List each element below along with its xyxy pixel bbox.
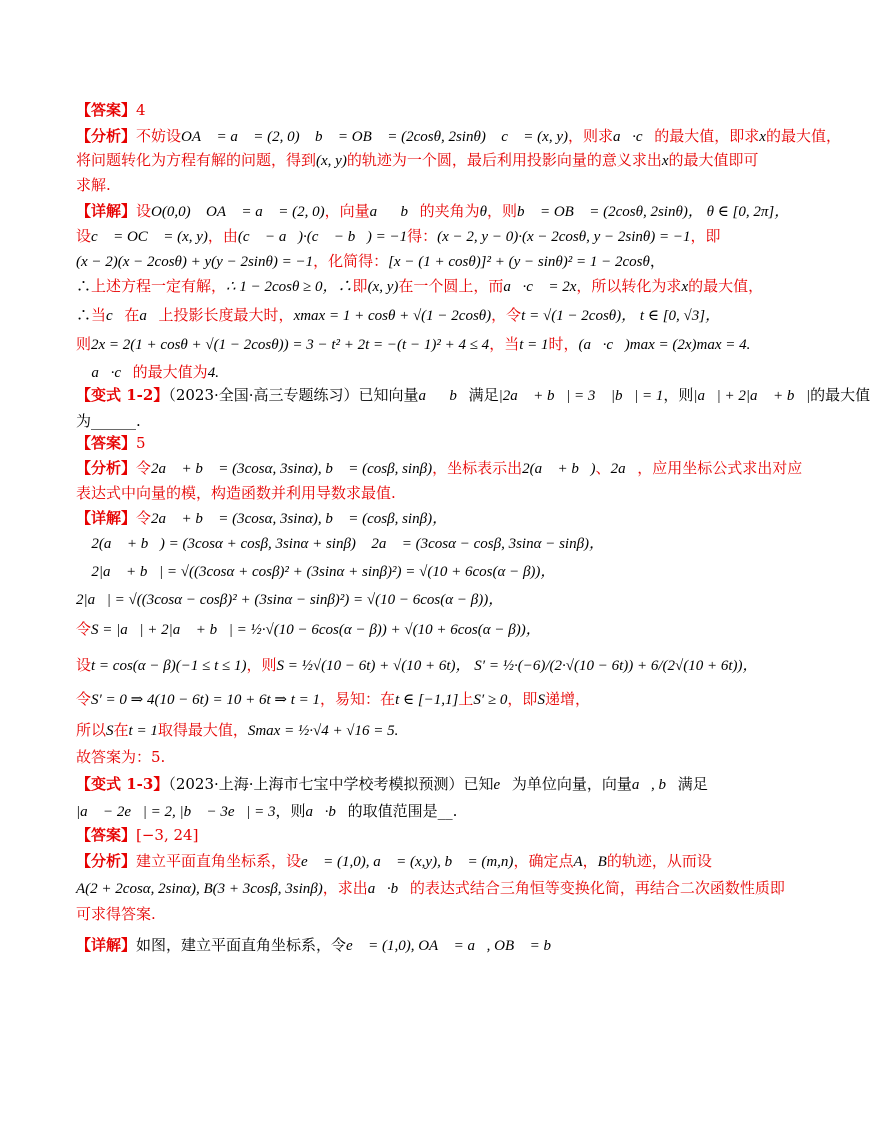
text-span: ，则 bbox=[487, 202, 518, 220]
text-span: ，确定点 bbox=[513, 852, 574, 870]
text-line bbox=[76, 456, 803, 481]
text-span: ∴ bbox=[76, 306, 92, 324]
math-expression: b⃗ = OB⃗ = (2cosθ, 2sinθ)， θ ∈ [0, 2π]， bbox=[517, 204, 790, 220]
text-span: 将问题转化为方程有解的问题，得到 bbox=[76, 151, 317, 169]
text-line bbox=[76, 849, 756, 874]
math-expression: S bbox=[537, 692, 545, 708]
text-span: 满足 bbox=[468, 386, 499, 404]
section-tag: 【答案】 bbox=[76, 826, 137, 844]
text-span: ，即 bbox=[507, 690, 538, 708]
math-expression: ∴ 2(a⃗ + b⃗) = (3cosα + cosβ, 3sinα + sinβ)， 2a⃗ = (3cosα − cosβ, 3sinα − sinβ)， bbox=[76, 536, 605, 552]
math-expression: 2x = 2(1 + cosθ + √(1 − 2cosθ)) = 3 − t² + 2t = −(t − 1)² + 4 ≤ 4 bbox=[91, 337, 490, 353]
section-tag: 【答案】 bbox=[76, 101, 137, 119]
text-line bbox=[76, 98, 756, 122]
math-expression: 2a⃗ + b⃗ = (3cosα, 3sinα), b⃗ = (cosβ, sinβ) bbox=[151, 461, 433, 477]
text-span: 在一个圆上，而 bbox=[398, 277, 504, 295]
text-span: 的最大值 bbox=[810, 386, 870, 404]
text-line bbox=[76, 124, 841, 149]
math-expression: xmax = 1 + cosθ + √(1 − 2cosθ) bbox=[293, 308, 492, 324]
text-span: 设 bbox=[76, 227, 92, 245]
text-span: 的最大值， bbox=[765, 127, 841, 145]
section-tag: 【变式 1-2】 bbox=[76, 386, 169, 404]
text-span: ，则求 bbox=[567, 127, 613, 145]
math-expression: a⃗，b⃗ bbox=[369, 204, 420, 220]
math-expression: [x − (1 + cosθ)]² + (y − sinθ)² = 1 − 2cosθ bbox=[388, 254, 650, 270]
text-line bbox=[76, 303, 756, 328]
text-span: 的最大值， bbox=[688, 277, 764, 295]
text-span: ∴ bbox=[76, 277, 92, 295]
text-line bbox=[76, 431, 756, 455]
math-expression: S = |a⃗| + 2|a⃗ + b⃗| = ½·√(10 − 6cos(α − β)) + √(10 + 6cos(α − β))， bbox=[91, 622, 541, 638]
text-line bbox=[76, 360, 756, 385]
text-span: ，即 bbox=[690, 227, 721, 245]
text-line bbox=[76, 148, 759, 173]
text-span: 故答案为：5. bbox=[76, 748, 166, 766]
text-span: 设 bbox=[136, 202, 152, 220]
math-expression: Smax = ½·√4 + √16 = 5. bbox=[247, 723, 399, 739]
math-expression: 2|a⃗| = √((3cosα − cosβ)² + (3sinα − sinβ)²) = √(10 − 6cos(α − β))， bbox=[76, 592, 504, 608]
math-expression: (x, y) bbox=[367, 279, 399, 295]
text-span: 得： bbox=[407, 227, 438, 245]
text-line bbox=[76, 772, 756, 797]
math-expression: 2a⃗ + b⃗ = (3cosα, 3sinα), b⃗ = (cosβ, sinβ)， bbox=[151, 511, 448, 527]
text-span: 的最大值即可 bbox=[668, 151, 759, 169]
text-span: 上投影长度最大时， bbox=[158, 306, 294, 324]
text-span: 在 bbox=[113, 721, 129, 739]
text-line bbox=[76, 933, 756, 958]
text-span: 建立平面直角坐标系，设 bbox=[136, 852, 302, 870]
math-expression: (x − 2)(x − 2cosθ) + y(y − 2sinθ) = −1 bbox=[76, 254, 314, 270]
text-span: 、 bbox=[595, 459, 611, 477]
text-span: 设 bbox=[76, 656, 92, 674]
text-span: 则 bbox=[76, 335, 92, 353]
text-line bbox=[76, 274, 764, 299]
text-line bbox=[76, 902, 756, 926]
math-expression: |a⃗ − 2e⃗| = 2, |b⃗ − 3e⃗| = 3 bbox=[76, 804, 276, 820]
text-span: ，当 bbox=[489, 335, 520, 353]
math-expression: A(2 + 2cosα, 2sinα), B(3 + 3cosβ, 3sinβ) bbox=[76, 881, 323, 897]
math-expression: a⃗·c⃗ bbox=[613, 129, 655, 145]
text-line bbox=[76, 876, 785, 901]
text-line bbox=[76, 332, 756, 357]
math-expression: e⃗ = (1,0), OA⃗ = a⃗, OB⃗ = b⃗， bbox=[346, 938, 575, 954]
math-expression: (x − 2, y − 0)·(x − 2cosθ, y − 2sinθ) = −1 bbox=[437, 229, 691, 245]
math-expression: c⃗ = OC⃗ = (x, y) bbox=[91, 229, 208, 245]
math-expression: (c⃗ − a⃗)·(c⃗ − b⃗) = −1 bbox=[237, 229, 408, 245]
text-line bbox=[76, 481, 756, 505]
text-span: （2023·上海·上海市七宝中学校考模拟预测）已知 bbox=[168, 775, 494, 793]
math-expression: t = √(1 − 2cosθ)， t ∈ [0, √3]， bbox=[521, 308, 721, 324]
text-line bbox=[76, 224, 756, 249]
math-expression: c⃗ bbox=[106, 308, 125, 324]
text-span: 令 bbox=[76, 620, 92, 638]
text-span: ，易知：在 bbox=[320, 690, 396, 708]
text-line bbox=[76, 409, 756, 433]
math-expression: OA⃗ = a⃗ = (2, 0)， b⃗ = OB⃗ = (2cosθ, 2sinθ)， c⃗ = (x, y) bbox=[181, 129, 568, 145]
text-line bbox=[76, 799, 756, 824]
text-span: [−3, 24] bbox=[136, 826, 199, 844]
section-tag: 【答案】 bbox=[76, 434, 137, 452]
text-line bbox=[76, 823, 756, 847]
text-line bbox=[76, 506, 756, 531]
math-expression: S bbox=[106, 723, 114, 739]
text-span: ，则 bbox=[275, 802, 306, 820]
text-span: ，则 bbox=[246, 656, 277, 674]
text-span: 当 bbox=[91, 306, 107, 324]
math-expression: S′ = 0 ⇒ 4(10 − 6t) = 10 + 6t ⇒ t = 1 bbox=[91, 692, 321, 708]
text-span: 如图，建立平面直角坐标系，令 bbox=[136, 936, 347, 954]
math-expression: t ∈ [−1,1] bbox=[395, 692, 459, 708]
math-expression: B bbox=[597, 854, 607, 870]
math-expression: |2a⃗ + b⃗| = 3， |b⃗| = 1 bbox=[498, 388, 664, 404]
text-span: ，坐标表示出 bbox=[432, 459, 523, 477]
math-expression: (a⃗·c⃗)max = (2x)max = 4. bbox=[578, 337, 751, 353]
text-span: 时， bbox=[548, 335, 579, 353]
text-span: ，则 bbox=[663, 386, 694, 404]
text-span: 的表达式结合三角恒等变换化简，再结合二次函数性质即 bbox=[409, 879, 785, 897]
text-span: ，化简得： bbox=[313, 252, 389, 270]
text-span: 不妨设 bbox=[136, 127, 182, 145]
text-span: 4 bbox=[136, 101, 146, 119]
text-span: ，由 bbox=[207, 227, 238, 245]
text-line bbox=[76, 718, 756, 743]
text-span: ， bbox=[582, 852, 598, 870]
text-span: 的轨迹为一个圆，最后利用投影向量的意义求出 bbox=[346, 151, 662, 169]
text-span: 的最大值，即求 bbox=[654, 127, 760, 145]
math-expression: e⃗ bbox=[493, 777, 512, 793]
math-expression: x bbox=[759, 129, 766, 145]
text-span: 的最大值为 bbox=[132, 363, 208, 381]
text-span: ，求出 bbox=[322, 879, 368, 897]
text-span: 上 bbox=[458, 690, 474, 708]
text-span: 的轨迹，从而设 bbox=[606, 852, 712, 870]
text-span: 即 bbox=[352, 277, 368, 295]
math-expression: S′ ≥ 0 bbox=[473, 692, 508, 708]
text-span: 令 bbox=[76, 690, 92, 708]
text-line bbox=[76, 653, 756, 678]
text-line bbox=[76, 249, 756, 274]
math-expression: t = cos(α − β)(−1 ≤ t ≤ 1) bbox=[91, 658, 247, 674]
text-span: 满足 bbox=[677, 775, 708, 793]
text-span: 令 bbox=[136, 509, 152, 527]
text-span: 的夹角为 bbox=[419, 202, 480, 220]
math-expression: A bbox=[573, 854, 583, 870]
text-span: ， bbox=[649, 252, 665, 270]
math-expression: ∴ 1 − 2cosθ ≥ 0，∴ bbox=[226, 279, 353, 295]
text-line bbox=[76, 383, 870, 408]
text-span: 上述方程一定有解， bbox=[91, 277, 227, 295]
math-expression: a⃗，b⃗ bbox=[418, 388, 469, 404]
text-line bbox=[76, 687, 756, 712]
text-line bbox=[76, 617, 756, 642]
math-expression: a⃗·b⃗ bbox=[367, 881, 410, 897]
section-tag: 【详解】 bbox=[76, 936, 137, 954]
math-expression: t = 1 bbox=[519, 337, 549, 353]
section-tag: 【详解】 bbox=[76, 509, 137, 527]
math-expression: ∴ a⃗·c⃗ bbox=[76, 365, 133, 381]
math-expression: t = 1 bbox=[128, 723, 158, 739]
text-line bbox=[76, 559, 756, 584]
text-line bbox=[76, 587, 756, 612]
text-span: 在 bbox=[124, 306, 140, 324]
text-span: ，所以转化为求 bbox=[576, 277, 682, 295]
text-span: 递增， bbox=[544, 690, 590, 708]
text-span: 5 bbox=[136, 434, 146, 452]
text-span: 表达式中向量的模，构造函数并利用导数求最值. bbox=[76, 484, 396, 502]
section-tag: 【分析】 bbox=[76, 459, 137, 477]
math-expression: a⃗·c⃗ = 2x bbox=[503, 279, 577, 295]
math-expression: ∴ 2|a⃗ + b⃗| = √((3cosα + cosβ)² + (3sinα + sinβ)²) = √(10 + 6cos(α − β))， bbox=[76, 564, 556, 580]
math-expression: a⃗, b⃗ bbox=[631, 777, 678, 793]
text-span: 为______. bbox=[76, 412, 141, 430]
math-expression: |a⃗| + 2|a⃗ + b⃗| bbox=[693, 388, 811, 404]
text-span: 可求得答案. bbox=[76, 905, 156, 923]
math-expression: x bbox=[681, 279, 689, 295]
text-span: 为单位向量，向量 bbox=[511, 775, 632, 793]
text-line bbox=[76, 199, 790, 224]
text-span: ，向量 bbox=[324, 202, 370, 220]
section-tag: 【分析】 bbox=[76, 852, 137, 870]
math-expression: (x, y) bbox=[316, 153, 347, 169]
text-span: （2023·全国·高三专题练习）已知向量 bbox=[168, 386, 419, 404]
text-span: 所以 bbox=[76, 721, 107, 739]
section-tag: 【变式 1-3】 bbox=[76, 775, 169, 793]
math-expression: 2a⃗ bbox=[610, 461, 638, 477]
text-span: 取得最大值， bbox=[157, 721, 248, 739]
math-expression: e⃗ = (1,0), a⃗ = (x,y), b⃗ = (m,n) bbox=[301, 854, 514, 870]
math-expression: 2(a⃗ + b⃗) bbox=[522, 461, 596, 477]
text-span: 求解. bbox=[76, 176, 111, 194]
math-expression: a⃗ bbox=[139, 308, 159, 324]
section-tag: 【分析】 bbox=[76, 127, 137, 145]
math-expression: θ bbox=[479, 204, 488, 220]
math-expression: a⃗·b⃗ bbox=[305, 804, 348, 820]
math-expression: O(0,0)， OA⃗ = a⃗ = (2, 0) bbox=[151, 204, 325, 220]
text-span: ，应用坐标公式求出对应 bbox=[637, 459, 803, 477]
math-expression: 4. bbox=[207, 365, 219, 381]
section-tag: 【详解】 bbox=[76, 202, 137, 220]
text-span: 的取值范围是__. bbox=[347, 802, 458, 820]
math-expression: S = ½√(10 − 6t) + √(10 + 6t)， S′ = ½·(−6)/(2·√(10 − 6t)) + 6/(2√(10 + 6t))， bbox=[276, 658, 758, 674]
text-span: ，令 bbox=[491, 306, 522, 324]
text-line bbox=[76, 745, 756, 769]
math-expression: x bbox=[661, 153, 669, 169]
text-line bbox=[76, 531, 756, 556]
text-line bbox=[76, 173, 756, 197]
text-span: 令 bbox=[136, 459, 152, 477]
